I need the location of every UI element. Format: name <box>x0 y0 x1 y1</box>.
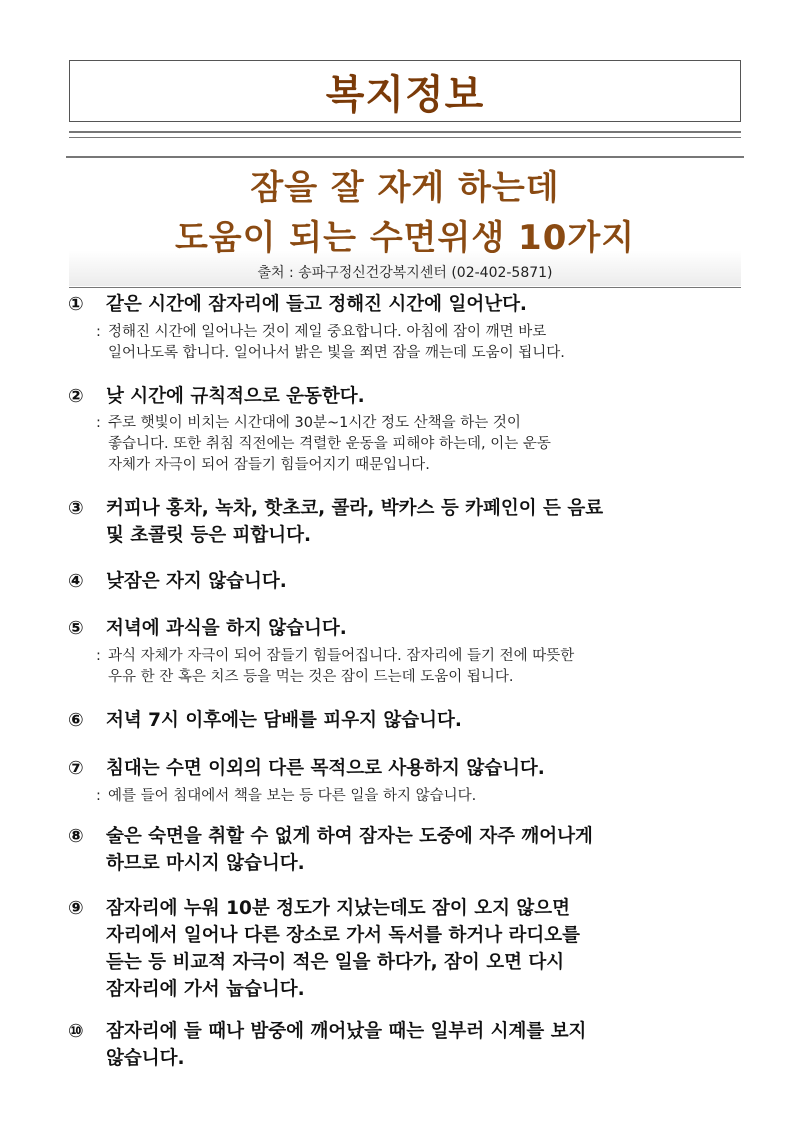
tip-heading-text <box>106 755 748 782</box>
tip-detail-line: 우유 한 잔 혹은 치즈 등을 먹는 것은 잠이 드는데 도움이 됩니다. <box>108 669 514 685</box>
tip-heading <box>68 615 748 642</box>
tip-detail-line: 과식 자체가 자극이 되어 잠들기 힘들어집니다. 잠자리에 들기 전에 따뜻한 <box>108 648 575 664</box>
tip-heading-line: 침대는 수면 이외의 다른 목적으로 사용하지 않습니다. <box>106 758 545 779</box>
tip-heading-line: 잠자리에 누워 10분 정도가 지났는데도 잠이 오지 않으면 <box>106 898 570 919</box>
tip-heading-line: 저녁 7시 이후에는 담배를 피우지 않습니다. <box>106 710 462 731</box>
article-title-block <box>69 158 741 286</box>
tip-heading-line: 하므로 마시지 않습니다. <box>106 853 305 874</box>
tip-heading-line: 않습니다. <box>106 1048 185 1069</box>
tip-heading <box>68 755 748 782</box>
tip-heading-line: 듣는 등 비교적 자극이 적은 일을 하다가, 잠이 오면 다시 <box>106 952 565 973</box>
divider <box>69 137 741 138</box>
tip-heading <box>68 707 748 734</box>
tip-heading-line: 낮 시간에 규칙적으로 운동한다. <box>106 386 365 407</box>
tip-detail-colon: : <box>96 788 101 804</box>
tip-heading <box>68 1018 748 1072</box>
tip-heading-text <box>106 495 748 549</box>
tip-number: ④ <box>68 571 84 592</box>
tip-number: ① <box>68 294 84 315</box>
tip-heading-text <box>106 615 748 642</box>
tip-heading-line: 술은 숙면을 취할 수 없게 하여 잠자는 도중에 자주 깨어나게 <box>106 826 593 847</box>
tip-detail-line: 주로 햇빛이 비치는 시간대에 30분~1시간 정도 산책을 하는 것이 <box>108 415 521 431</box>
article-title-line-1: 잠을 잘 자게 하는데 <box>250 168 560 208</box>
tip-detail <box>96 413 746 476</box>
tip-detail-line: 자체가 자극이 되어 잠들기 힘들어지기 때문입니다. <box>108 457 430 473</box>
tip-number: ⑩ <box>68 1021 84 1042</box>
tip-heading-line: 및 초콜릿 등은 피합니다. <box>106 525 312 546</box>
tip-heading-text <box>106 823 748 877</box>
tip-number: ⑤ <box>68 618 84 639</box>
tip-detail-text <box>108 322 746 364</box>
tip-detail-colon: : <box>96 415 101 431</box>
tip-heading-line: 잠자리에 가서 눕습니다. <box>106 979 305 1000</box>
tip-detail-line: 정해진 시간에 일어나는 것이 제일 중요합니다. 아침에 잠이 깨면 바로 <box>108 324 547 340</box>
tip-detail-line: 좋습니다. 또한 취침 직전에는 격렬한 운동을 피해야 하는데, 이는 운동 <box>108 436 551 452</box>
tip-heading-text <box>106 568 748 595</box>
tip-detail-colon: : <box>96 324 101 340</box>
tip-heading-line: 낮잠은 자지 않습니다. <box>106 571 287 592</box>
tip-number: ⑨ <box>68 898 84 919</box>
tip-detail <box>96 646 746 688</box>
tip-number: ⑦ <box>68 758 84 779</box>
tip-heading <box>68 495 748 549</box>
tip-heading <box>68 383 748 410</box>
tip-heading-text <box>106 707 748 734</box>
article-title-line-2: 도움이 되는 수면위생 10가지 <box>174 218 636 258</box>
divider <box>69 131 741 133</box>
page-title: 복지정보 <box>325 71 485 118</box>
header-box <box>69 60 741 122</box>
tip-detail <box>96 322 746 364</box>
tip-number: ② <box>68 386 84 407</box>
tip-heading-line: 커피나 홍차, 녹차, 핫초코, 콜라, 박카스 등 카페인이 든 음료 <box>106 498 604 519</box>
article-source: 출처 : 송파구정신건강복지센터 (02-402-5871) <box>257 265 553 281</box>
tip-heading <box>68 568 748 595</box>
tip-detail-text <box>108 786 746 807</box>
tip-heading-text <box>106 895 748 1003</box>
tip-detail-text <box>108 413 746 476</box>
tip-detail-text <box>108 646 746 688</box>
tip-detail-line: 예를 들어 침대에서 책을 보는 등 다른 일을 하지 않습니다. <box>108 788 477 804</box>
tip-heading-text <box>106 1018 748 1072</box>
tip-detail-line: 일어나도록 합니다. 일어나서 밝은 빛을 쬐면 잠을 깨는데 도움이 됩니다. <box>108 345 565 361</box>
tip-detail-colon: : <box>96 648 101 664</box>
tip-heading-line: 잠자리에 들 때나 밤중에 깨어났을 때는 일부러 시계를 보지 <box>106 1021 587 1042</box>
tip-heading-text <box>106 291 748 318</box>
tip-heading-line: 같은 시간에 잠자리에 들고 정해진 시간에 일어난다. <box>106 294 527 315</box>
tip-heading <box>68 291 748 318</box>
tip-number: ③ <box>68 498 84 519</box>
divider <box>69 287 741 288</box>
tip-heading <box>68 895 748 1003</box>
tip-heading-line: 자리에서 일어나 다른 장소로 가서 독서를 하거나 라디오를 <box>106 925 580 946</box>
tip-detail <box>96 786 746 807</box>
tip-number: ⑥ <box>68 710 84 731</box>
tip-heading <box>68 823 748 877</box>
tip-number: ⑧ <box>68 826 84 847</box>
tip-heading-text <box>106 383 748 410</box>
tip-heading-line: 저녁에 과식을 하지 않습니다. <box>106 618 347 639</box>
